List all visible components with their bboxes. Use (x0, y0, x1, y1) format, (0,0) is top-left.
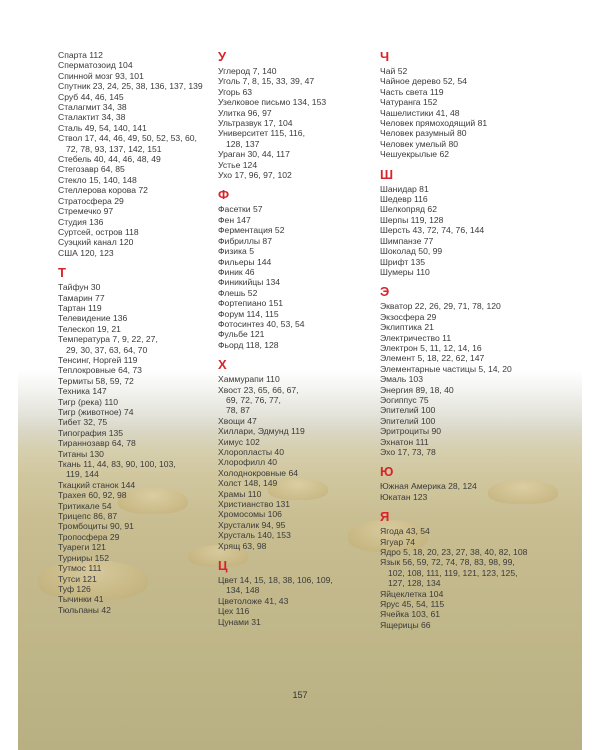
index-entry-text: Человек разумный 80 (380, 128, 467, 139)
section-letter: Я (380, 509, 390, 525)
index-entry (218, 128, 368, 149)
index-entry-text: Стеллерова корова 72 (58, 185, 148, 196)
index-entry-text: Ягода 43, 54 (380, 526, 430, 537)
index-entry-text: Тамарин 77 (58, 292, 105, 303)
index-column-3 (380, 50, 540, 630)
section-letter: Ч (380, 49, 390, 64)
index-entry-text: Химус 102 (218, 436, 260, 447)
index-entry-text: Форум 114, 115 (218, 308, 279, 319)
index-entry-text: Туареги 121 (58, 542, 106, 553)
index-entry-text: Язык 56, 59, 72, 74, 78, 83, 98, 99, (380, 557, 515, 568)
index-entry (218, 489, 368, 499)
index-entry (58, 386, 208, 396)
index-entry (218, 457, 368, 467)
index-entry (58, 217, 208, 227)
section-letter: Ю (380, 464, 394, 480)
index-entry (58, 293, 208, 303)
section-letter: Т (58, 265, 66, 281)
index-entry-text: Узелковое письмо 134, 153 (218, 97, 327, 108)
index-entry-text: Хиллари, Эдмунд 119 (218, 426, 305, 437)
index-entry-text: Углерод 7, 140 (218, 66, 277, 76)
index-entry-text: Финикийцы 134 (218, 277, 281, 288)
index-entry-text: Типография 135 (58, 427, 124, 438)
index-entry (58, 303, 208, 313)
index-entry (380, 481, 540, 491)
index-entry-text: Сталь 49, 54, 140, 141 (58, 122, 147, 133)
index-entry-text: Чешуекрылые 62 (380, 149, 450, 160)
index-entry (58, 355, 208, 365)
index-entry (58, 282, 208, 292)
index-entry-text: Фибриллы 87 (218, 235, 272, 246)
index-entry-text: Эхнатон 111 (380, 436, 429, 447)
index-entry (58, 185, 208, 195)
index-entry (380, 225, 540, 235)
index-entry-text: Студия 136 (58, 216, 104, 227)
index-entry (58, 112, 208, 122)
index-entry-text: Ткацкий станок 144 (58, 479, 136, 490)
index-entry (380, 426, 540, 436)
index-entry-text: Тигр (животное) 74 (58, 407, 134, 417)
index-entry (58, 324, 208, 334)
index-entry (58, 407, 208, 417)
index-entry (58, 237, 208, 247)
section-letter: Х (218, 357, 227, 373)
index-entry (380, 76, 540, 86)
index-entry (218, 108, 368, 118)
index-entry (218, 385, 368, 416)
index-entry-text: Суртсей, остров 118 (58, 226, 139, 237)
index-entry (58, 206, 208, 216)
section-letter: Ц (218, 558, 228, 574)
index-entry (58, 227, 208, 237)
index-entry (58, 102, 208, 112)
index-entry-text: Тартан 119 (58, 302, 102, 313)
index-entry-text: Элемент 5, 18, 22, 62, 147 (380, 353, 485, 364)
index-entry-text: Человек умелый 80 (380, 138, 459, 149)
section-letter: Ф (218, 187, 230, 203)
index-entry (58, 594, 208, 604)
index-entry (218, 319, 368, 329)
index-entry (218, 204, 368, 214)
index-entry (218, 170, 368, 180)
index-entry (218, 575, 368, 596)
index-entry (58, 542, 208, 552)
index-entry-text: Яйцеклетка 104 (380, 588, 444, 599)
index-entry-text: Хромосомы 106 (218, 509, 282, 520)
index-entry (380, 557, 540, 588)
index-entry (58, 154, 208, 164)
index-entry (218, 374, 368, 384)
index-entry-continuation: 29, 30, 37, 63, 64, 70 (66, 344, 148, 355)
index-entry-text: Холст 148, 149 (218, 478, 278, 489)
index-entry-text: Тропосфера 29 (58, 531, 120, 542)
index-entry (218, 97, 368, 107)
index-entry (218, 298, 368, 308)
index-entry-text: Цвет 14, 15, 18, 38, 106, 109, (218, 575, 333, 586)
index-entry-text: Шерпы 119, 128 (380, 214, 444, 225)
index-entry (218, 416, 368, 426)
index-entry (218, 149, 368, 159)
index-entry (58, 334, 208, 355)
index-entry-continuation: 69, 72, 76, 77, (226, 394, 281, 405)
index-entry-text: Сталагмит 34, 38 (58, 102, 127, 113)
index-entry (380, 246, 540, 256)
index-entry-text: Христианство 131 (218, 499, 291, 510)
index-entry-text: Хрящ 63, 98 (218, 540, 267, 551)
index-entry-text: Ядро 5, 18, 20, 23, 27, 38, 40, 82, 108 (380, 547, 528, 558)
index-entry-text: Телевидение 136 (58, 313, 128, 324)
index-entry (380, 333, 540, 343)
index-entry-text: Ферментация 52 (218, 225, 285, 236)
index-entry-text: Эпителий 100 (380, 405, 436, 416)
index-entry-text: Турниры 152 (58, 552, 109, 563)
index-entry-text: Ящерицы 66 (380, 619, 431, 630)
index-entry (218, 617, 368, 627)
index-entry (218, 596, 368, 606)
index-entry (218, 160, 368, 170)
index-entry (380, 128, 540, 138)
index-entry (380, 374, 540, 384)
index-entry (218, 225, 368, 235)
index-entry (218, 499, 368, 509)
index-entry-text: Устье 124 (218, 159, 258, 170)
index-entry (218, 267, 368, 277)
index-entry (218, 309, 368, 319)
index-entry-text: Тромбоциты 90, 91 (58, 521, 134, 532)
index-entry (380, 149, 540, 159)
index-entry-text: Часть света 119 (380, 86, 444, 97)
index-entry (380, 589, 540, 599)
index-entry-text: Шерсть 43, 72, 74, 76, 144 (380, 225, 485, 236)
index-entry-text: Ярус 45, 54, 115 (380, 599, 445, 610)
index-entry (218, 437, 368, 447)
index-entry (58, 397, 208, 407)
index-entry-text: Энергия 89, 18, 40 (380, 384, 454, 395)
index-entry-text: Тигр (река) 110 (58, 396, 119, 407)
index-entry (218, 329, 368, 339)
index-entry (380, 416, 540, 426)
index-entry (58, 459, 208, 480)
index-entry (58, 123, 208, 133)
index-entry (380, 492, 540, 502)
index-entry-text: Стратосфера 29 (58, 195, 124, 206)
index-entry-text: Холоднокровные 64 (218, 467, 298, 478)
index-entry-text: Шанидар 81 (380, 183, 429, 194)
index-entry-text: Титаны 130 (58, 448, 104, 459)
index-entry-text: Спинной мозг 93, 101 (58, 70, 144, 81)
index-entry-text: Эхо 17, 73, 78 (380, 447, 436, 457)
index-entry (58, 376, 208, 386)
index-entry-text: Фильеры 144 (218, 256, 272, 267)
index-entry-text: Хаммурапи 110 (218, 374, 280, 385)
index-entry-text: Хвост 23, 65, 66, 67, (218, 384, 299, 395)
index-entry-text: Ячейка 103, 61 (380, 609, 441, 620)
index-entry-text: Сперматозоид 104 (58, 60, 133, 71)
index-entry-continuation: 102, 108, 111, 119, 121, 123, 125, (388, 567, 518, 578)
index-entry-text: Чашелистики 41, 48 (380, 107, 460, 118)
index-entry-text: Шелкопряд 62 (380, 204, 437, 215)
index-entry-text: Университет 115, 116, (218, 128, 305, 139)
index-entry (218, 468, 368, 478)
index-entry (380, 312, 540, 322)
index-entry-text: Шоколад 50, 99 (380, 246, 443, 257)
section-letter: У (218, 49, 227, 64)
index-entry (58, 553, 208, 563)
index-entry-text: Тибет 32, 75 (58, 417, 108, 428)
index-entry-text: Фен 147 (218, 214, 251, 225)
index-entry-text: Шрифт 135 (380, 256, 425, 267)
index-entry (58, 248, 208, 258)
index-entry-text: Стегозавр 64, 85 (58, 164, 125, 175)
index-entry-text: Тенсинг, Норгей 119 (58, 354, 138, 365)
index-entry-text: Элементарные частицы 5, 14, 20 (380, 363, 512, 374)
index-entry (58, 521, 208, 531)
index-entry (380, 385, 540, 395)
index-entry-text: Шумеры 110 (380, 266, 430, 277)
index-entry (218, 236, 368, 246)
index-entry-text: Фасетки 57 (218, 204, 263, 215)
index-entry-text: Термиты 58, 59, 72 (58, 375, 134, 386)
index-entry (58, 50, 208, 60)
index-entry (58, 92, 208, 102)
index-entry (380, 301, 540, 311)
index-entry-text: Техника 147 (58, 386, 107, 397)
index-entry-text: Тайфун 30 (58, 282, 101, 293)
index-entry (58, 196, 208, 206)
index-entry-text: Сталактит 34, 38 (58, 112, 126, 123)
index-entry (380, 184, 540, 194)
index-entry-text: Эритроциты 90 (380, 426, 442, 437)
index-entry-text: Суэцкий канал 120 (58, 237, 134, 248)
index-entry (218, 257, 368, 267)
index-entry (58, 490, 208, 500)
index-entry (58, 81, 208, 91)
index-entry-text: Температура 7, 9, 22, 27, (58, 334, 158, 345)
index-entry-text: Стебель 40, 44, 46, 48, 49 (58, 154, 161, 165)
index-entry-text: Ухо 17, 96, 97, 102 (218, 170, 292, 181)
index-entry-text: Хрусталь 140, 153 (218, 530, 291, 541)
index-entry-text: Туф 126 (58, 583, 91, 594)
index-entry (380, 447, 540, 457)
index-entry-text: Ягуар 74 (380, 536, 416, 547)
index-column-2 (218, 50, 368, 627)
index-entry (380, 599, 540, 609)
index-entry-text: Ультразвук 17, 104 (218, 118, 293, 129)
index-entry (58, 164, 208, 174)
index-entry (58, 449, 208, 459)
index-entry-text: Цех 116 (218, 606, 250, 617)
page-number: 157 (292, 690, 308, 700)
index-entry-text: Хвощи 47 (218, 415, 257, 426)
index-entry (218, 520, 368, 530)
index-entry (380, 353, 540, 363)
index-entry (380, 395, 540, 405)
index-entry (58, 480, 208, 490)
index-entry (58, 313, 208, 323)
index-entry-text: Храмы 110 (218, 488, 262, 499)
index-entry (218, 76, 368, 86)
index-entry-text: Шедевр 116 (380, 194, 428, 205)
index-entry (380, 118, 540, 128)
index-entry-text: Финик 46 (218, 266, 255, 277)
index-entry (58, 417, 208, 427)
index-entry (380, 257, 540, 267)
index-entry-text: Хрусталик 94, 95 (218, 519, 286, 530)
index-entry (380, 620, 540, 630)
index-entry-text: Ствол 17, 44, 46, 49, 50, 52, 53, 60, (58, 133, 197, 144)
index-entry (380, 139, 540, 149)
index-entry-text: Чайное дерево 52, 54 (380, 76, 467, 87)
index-entry (58, 71, 208, 81)
index-entry-text: Хлорофилл 40 (218, 457, 278, 468)
index-entry (218, 478, 368, 488)
index-entry (380, 267, 540, 277)
index-entry-continuation: 78, 87 (226, 405, 250, 416)
index-entry-text: Эклиптика 21 (380, 322, 434, 333)
index-entry (58, 438, 208, 448)
index-entry-continuation: 119, 144 (66, 469, 99, 480)
index-entry (380, 236, 540, 246)
index-entry (380, 194, 540, 204)
index-entry (218, 277, 368, 287)
index-entry-text: Трахея 60, 92, 98 (58, 490, 127, 501)
index-entry (218, 118, 368, 128)
index-entry-continuation: 72, 78, 93, 137, 142, 151 (66, 143, 162, 154)
index-entry-continuation: 127, 128, 134 (388, 578, 441, 589)
index-entry-text: Цветоложе 41, 43 (218, 595, 289, 606)
index-entry (218, 246, 368, 256)
index-entry-text: Уголь 7, 8, 15, 33, 39, 47 (218, 76, 315, 87)
index-entry (218, 606, 368, 616)
index-entry (380, 609, 540, 619)
index-entry-text: Фьорд 118, 128 (218, 339, 279, 350)
index-entry (58, 532, 208, 542)
index-entry-text: Хлоропласты 40 (218, 447, 284, 457)
index-entry-text: Стремечко 97 (58, 206, 114, 217)
index-column-1 (58, 50, 208, 615)
index-entry (218, 509, 368, 519)
index-entry-text: Сруб 44, 46, 145 (58, 91, 124, 102)
index-entry-text: Южная Америка 28, 124 (380, 481, 477, 492)
index-entry-text: Юкатан 123 (380, 491, 428, 502)
index-entry (218, 426, 368, 436)
index-entry-text: Фортепиано 151 (218, 298, 284, 309)
index-entry-text: Цунами 31 (218, 616, 261, 627)
index-entry (380, 537, 540, 547)
index-entry-continuation: 134, 148 (226, 585, 260, 596)
index-entry-text: Теплокровные 64, 73 (58, 365, 142, 376)
index-entry-text: Чатуранга 152 (380, 97, 438, 108)
page-margin-right (582, 0, 600, 750)
index-entry-text: Тюльпаны 42 (58, 604, 111, 615)
section-letter: Ш (380, 166, 394, 182)
index-entry (58, 584, 208, 594)
index-entry-continuation: 128, 137 (226, 138, 260, 149)
index-entry-text: Тычинки 41 (58, 594, 104, 605)
index-entry (380, 547, 540, 557)
index-entry (380, 108, 540, 118)
index-entry (218, 541, 368, 551)
index-entry (380, 526, 540, 536)
index-entry (380, 215, 540, 225)
index-entry (380, 405, 540, 415)
index-entry (218, 288, 368, 298)
index-entry-text: Эпителий 100 (380, 415, 436, 426)
index-entry-text: Эогиппус 75 (380, 394, 429, 405)
index-entry-text: Угорь 63 (218, 86, 253, 97)
index-entry-text: Фульбе 121 (218, 329, 265, 340)
index-entry (58, 60, 208, 70)
index-entry (218, 66, 368, 76)
index-entry-text: Эмаль 103 (380, 374, 423, 385)
index-entry (380, 87, 540, 97)
index-entry-text: Трицепс 86, 87 (58, 511, 118, 522)
index-entry-text: Экватор 22, 26, 29, 71, 78, 120 (380, 301, 501, 312)
index-entry-text: Спутник 23, 24, 25, 38, 136, 137, 139 (58, 81, 203, 92)
index-entry-text: Улитка 96, 97 (218, 107, 272, 118)
index-entry (58, 428, 208, 438)
index-entry-text: Чай 52 (380, 66, 408, 76)
index-entry-text: Тутси 121 (58, 573, 97, 584)
index-entry-text: Человек прямоходящий 81 (380, 118, 488, 129)
index-entry (380, 97, 540, 107)
index-entry (58, 175, 208, 185)
index-entry-text: Фотосинтез 40, 53, 54 (218, 318, 305, 329)
index-entry-text: Электрон 5, 11, 12, 14, 16 (380, 342, 482, 353)
index-entry-text: Электричество 11 (380, 332, 452, 343)
index-entry-text: Тутмос 111 (58, 563, 102, 574)
index-entry (218, 530, 368, 540)
index-entry (58, 501, 208, 511)
section-letter: Э (380, 284, 390, 300)
index-entry (58, 133, 208, 154)
index-entry-text: Шимпанзе 77 (380, 235, 434, 246)
index-entry (380, 364, 540, 374)
index-entry-text: Спарта 112 (58, 50, 103, 60)
index-entry-text: США 120, 123 (58, 247, 114, 258)
index-entry (380, 343, 540, 353)
index-entry (380, 204, 540, 214)
index-entry (380, 322, 540, 332)
index-entry (218, 340, 368, 350)
index-entry (218, 215, 368, 225)
index-entry-text: Ураган 30, 44, 117 (218, 149, 290, 160)
index-entry (58, 511, 208, 521)
index-entry-text: Экзосфера 29 (380, 311, 437, 322)
index-entry (58, 365, 208, 375)
page-margin-left (0, 0, 18, 750)
index-entry (380, 66, 540, 76)
index-entry-text: Тритикале 54 (58, 500, 112, 511)
index-entry-text: Тираннозавр 64, 78 (58, 438, 136, 449)
index-entry (380, 437, 540, 447)
index-entry (58, 605, 208, 615)
index-entry-text: Физика 5 (218, 246, 254, 257)
index-entry (218, 447, 368, 457)
index-entry (218, 87, 368, 97)
index-entry-text: Телескоп 19, 21 (58, 323, 121, 334)
index-entry-text: Ткань 11, 44, 83, 90, 100, 103, (58, 459, 176, 470)
index-entry (58, 574, 208, 584)
index-entry-text: Стекло 15, 140, 148 (58, 174, 137, 185)
index-entry (58, 563, 208, 573)
index-entry-text: Флешь 52 (218, 287, 258, 298)
